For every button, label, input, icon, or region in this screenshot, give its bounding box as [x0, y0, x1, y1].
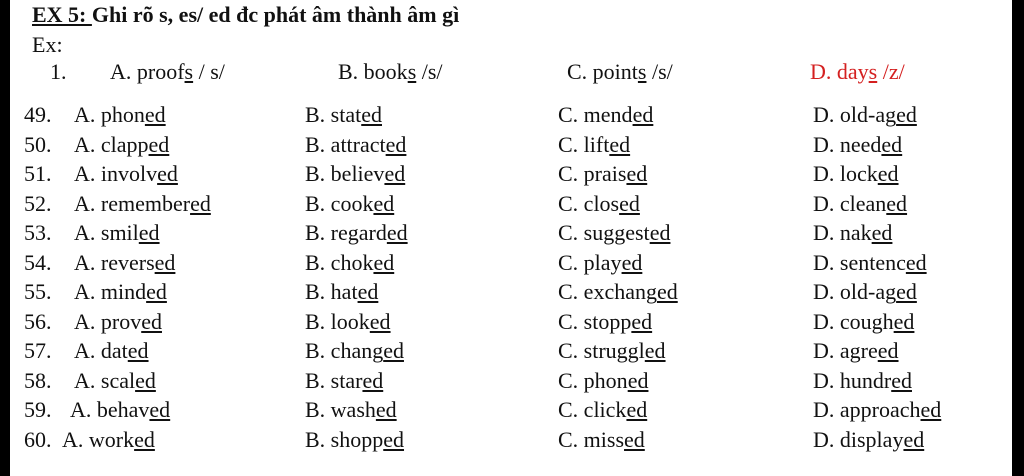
worksheet [10, 0, 1012, 476]
option-b: B. choked [305, 249, 395, 275]
option-b: B. looked [305, 308, 391, 334]
question-number: 50. [24, 131, 52, 157]
exercise-title [32, 2, 459, 28]
example-label: Ex: [32, 32, 63, 57]
option-b: B. stated [305, 102, 382, 127]
option-a: A. reversed [74, 249, 176, 275]
option-a: A. behaved [70, 397, 171, 422]
option-b: B. stared [305, 367, 384, 393]
question-number: 58. [24, 367, 52, 393]
example-option-c: C. points /s/ [567, 59, 673, 84]
example-option-a: A. proofs / s/ [110, 59, 225, 84]
question-number: 53. [24, 220, 52, 245]
option-a: A. dated [74, 338, 149, 363]
option-d: D. sentenced [813, 249, 927, 275]
option-a: A. phoned [74, 102, 166, 127]
option-b: B. attracted [305, 131, 407, 157]
option-b: B. cooked [305, 190, 395, 216]
question-number: 52. [24, 190, 52, 216]
option-d: D. old-aged [813, 279, 917, 304]
option-c: C. phoned [558, 367, 649, 393]
left-black-border [0, 0, 10, 476]
option-a: A. proved [74, 308, 162, 334]
option-b: B. regarded [305, 220, 408, 245]
question-number: 59. [24, 397, 52, 422]
right-black-border [1012, 0, 1024, 476]
option-d: D. hundred [813, 367, 912, 393]
option-d: D. coughed [813, 308, 915, 334]
option-c: C. mended [558, 102, 654, 127]
option-c: C. clicked [558, 397, 648, 422]
option-c: C. lifted [558, 131, 631, 157]
option-c: C. played [558, 249, 643, 275]
option-d: D. old-aged [813, 102, 917, 127]
option-c: C. praised [558, 161, 648, 186]
option-a: A. remembered [74, 190, 211, 216]
option-a: A. scaled [74, 367, 156, 393]
example-option-b: B. books /s/ [338, 59, 443, 84]
exercise-number: EX 5: [32, 2, 92, 27]
option-d: D. approached [813, 397, 942, 422]
option-d: D. displayed [813, 426, 925, 452]
question-number: 56. [24, 308, 52, 334]
example-number: 1. [50, 59, 67, 84]
option-b: B. shopped [305, 426, 405, 452]
example-option-d: D. days /z/ [810, 59, 905, 84]
option-a: A. worked [62, 426, 155, 452]
question-number: 60. [24, 426, 52, 452]
option-c: C. struggled [558, 338, 666, 363]
option-c: C. missed [558, 426, 645, 452]
option-d: D. needed [813, 131, 903, 157]
option-a: A. involved [74, 161, 178, 186]
option-d: D. naked [813, 220, 893, 245]
option-a: A. minded [74, 279, 167, 304]
option-d: D. locked [813, 161, 899, 186]
option-c: C. stopped [558, 308, 653, 334]
option-b: B. washed [305, 397, 397, 422]
exercise-instruction: Ghi rõ s, es/ ed đc phát âm thành âm gì [91, 2, 460, 27]
option-b: B. changed [305, 338, 404, 363]
option-a: A. clapped [74, 131, 170, 157]
option-b: B. hated [305, 279, 379, 304]
option-c: C. closed [558, 190, 640, 216]
question-number: 57. [24, 338, 52, 363]
option-b: B. believed [305, 161, 406, 186]
option-d: D. cleaned [813, 190, 908, 216]
option-d: D. agreed [813, 338, 899, 363]
question-number: 54. [24, 249, 52, 275]
question-number: 49. [24, 102, 52, 127]
question-number: 55. [24, 279, 52, 304]
option-c: C. suggested [558, 220, 671, 245]
question-number: 51. [24, 161, 52, 186]
option-c: C. exchanged [558, 279, 678, 304]
option-a: A. smiled [74, 220, 160, 245]
